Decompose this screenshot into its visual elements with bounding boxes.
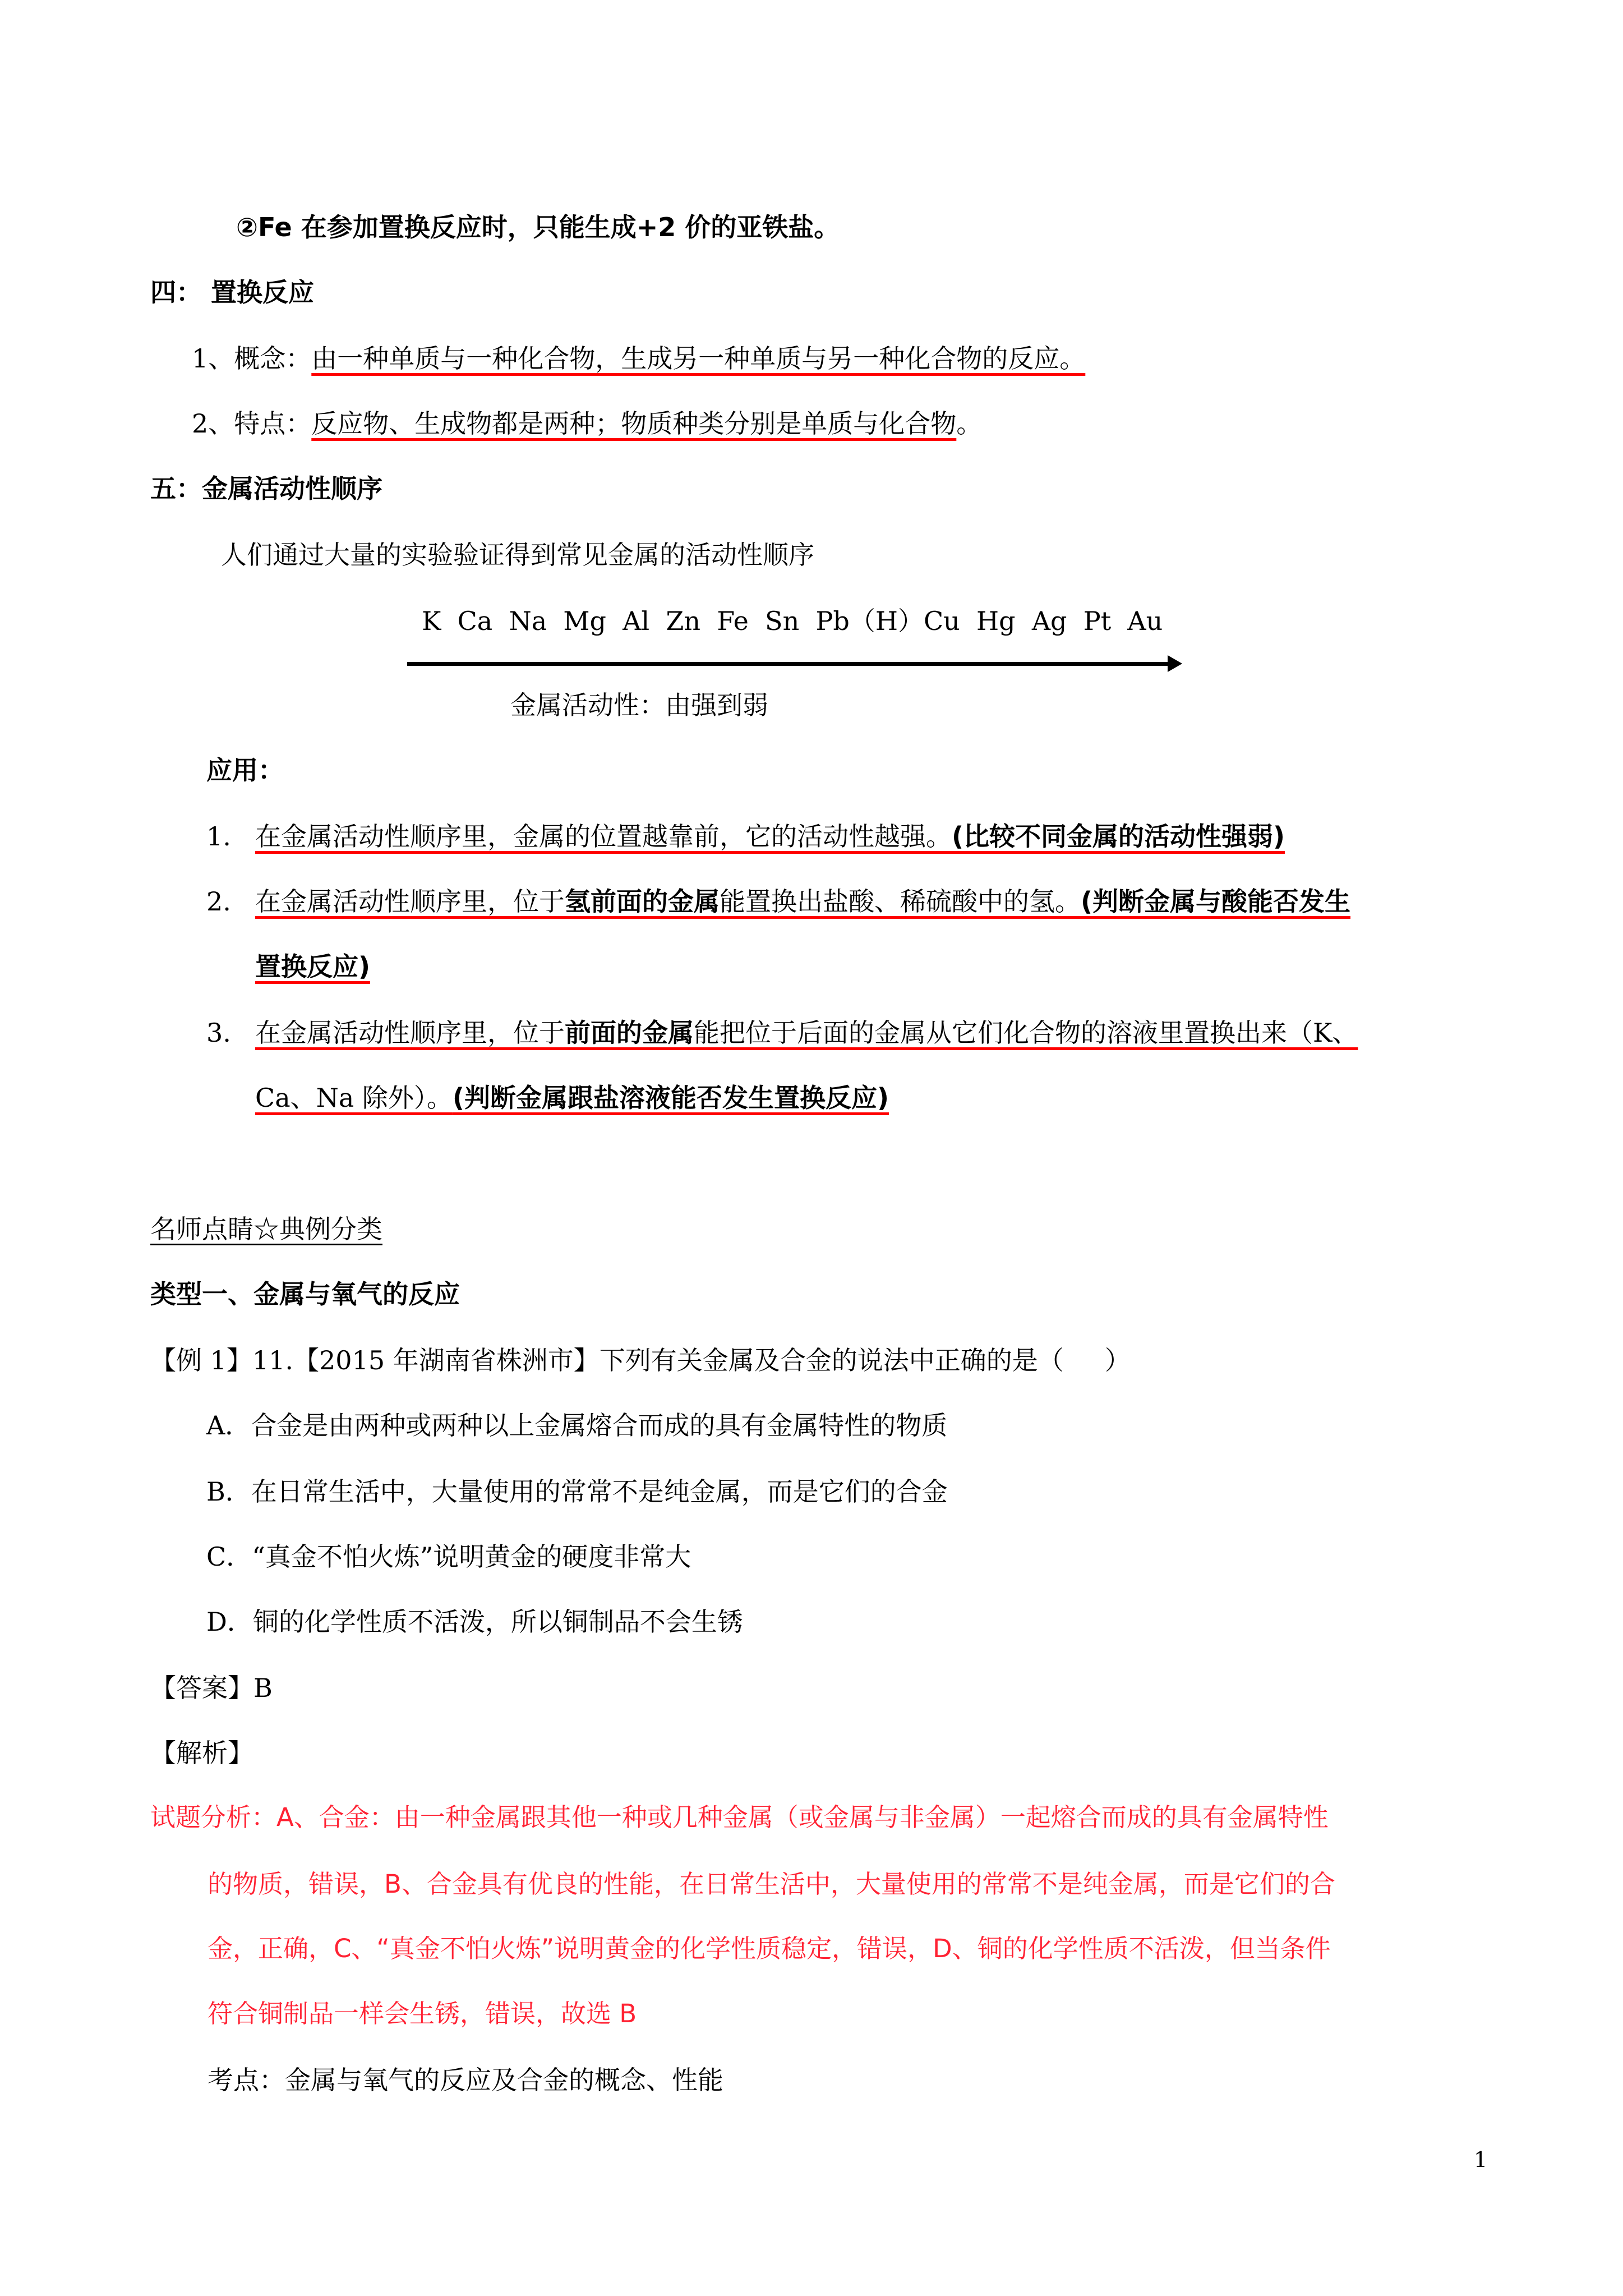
arrow-right-icon [407,662,1170,666]
item-number: 2. [206,886,231,917]
section-4-heading: 四： 置换反应 [150,277,315,307]
concept-line [192,342,1085,375]
activity-series: K Ca Na Mg Al Zn Fe Sn Pb（H）Cu Hg Ag Pt Au [422,606,1163,636]
option-c: C．“真金不怕火炼”说明黄金的硬度非常大 [206,1542,691,1572]
item-number: 1. [206,821,231,852]
app3-text [255,1018,1358,1048]
app3-bold1: 前面的金属 [565,1018,694,1048]
feature-text: 反应物、生成物都是两种；物质种类分别是单质与化合物 [311,408,957,439]
section-5-heading: 五：金属活动性顺序 [150,473,382,504]
application-1 [206,820,1285,853]
application-2 [206,885,1350,918]
app3-part1: 在金属活动性顺序里，位于 [255,1018,565,1048]
fe-note: ②Fe 在参加置换反应时，只能生成+2 价的亚铁盐。 [236,212,840,242]
feature-label: 2、特点： [192,408,312,439]
type-1-heading: 类型一、金属与氧气的反应 [150,1279,460,1309]
application-heading: 应用： [206,755,284,785]
app1-main: 在金属活动性顺序里，金属的位置越靠前，它的活动性越强。 [255,821,952,852]
app2-part2: 能置换出盐酸、稀硫酸中的氢。 [720,886,1081,917]
concept-text: 由一种单质与一种化合物，生成另一种单质与另一种化合物的反应。 [311,343,1086,374]
option-a: A．合金是由两种或两种以上金属熔合而成的具有金属特性的物质 [206,1410,948,1441]
app3-part3: Ca、Na 除外）。 [255,1083,453,1113]
analysis-line-3: 金，正确，C、“真金不怕火炼”说明黄金的化学性质稳定，错误，D、铜的化学性质不活泼，但当条件 [208,1934,1331,1963]
analysis-label: 【解析】 [150,1738,253,1768]
app2-text [255,886,1350,917]
app2-bold2: (判断金属与酸能否发生 [1081,886,1351,917]
concept-label: 1、概念： [192,343,312,374]
teacher-tips-heading: 名师点睛☆典例分类 [150,1214,382,1244]
feature-line [192,407,982,440]
analysis-line-2: 的物质，错误，B、合金具有优良的性能，在日常生活中，大量使用的常常不是纯金属，而是它们的合 [208,1869,1335,1899]
app2-part1: 在金属活动性顺序里，位于 [255,886,565,917]
key-points: 考点：金属与氧气的反应及合金的概念、性能 [208,2065,723,2095]
option-b: B．在日常生活中，大量使用的常常不是纯金属，而是它们的合金 [206,1476,948,1507]
arrow-label: 金属活动性：由强到弱 [510,690,768,720]
app2-continuation: 置换反应) [255,951,371,982]
analysis-line-1: 试题分析：A、合金：由一种金属跟其他一种或几种金属（或金属与非金属）一起熔合而成的具有金属特性 [150,1802,1329,1832]
analysis-line-4: 符合铜制品一样会生锈，错误，故选 B [208,1999,637,2028]
option-d: D．铜的化学性质不活泼，所以铜制品不会生锈 [206,1607,743,1637]
app2-bold1: 氢前面的金属 [565,886,720,917]
feature-end: 。 [956,408,983,439]
page-number: 1 [1474,2147,1488,2172]
app3-continuation [255,1081,889,1115]
item-number: 3. [206,1018,231,1048]
app3-part2: 能把位于后面的金属从它们化合物的溶液里置换出来（K、 [694,1018,1358,1048]
app1-bold: (比较不同金属的活动性强弱) [952,821,1285,852]
answer: 【答案】B [150,1673,273,1703]
application-3 [206,1016,1358,1050]
example-1-question: 【例 1】11.【2015 年湖南省株洲市】下列有关金属及合金的说法中正确的是（ ） [150,1345,1131,1375]
intro-text: 人们通过大量的实验验证得到常见金属的活动性顺序 [221,540,814,570]
app3-bold2: (判断金属跟盐溶液能否发生置换反应) [452,1083,889,1113]
app1-text [255,821,1285,852]
